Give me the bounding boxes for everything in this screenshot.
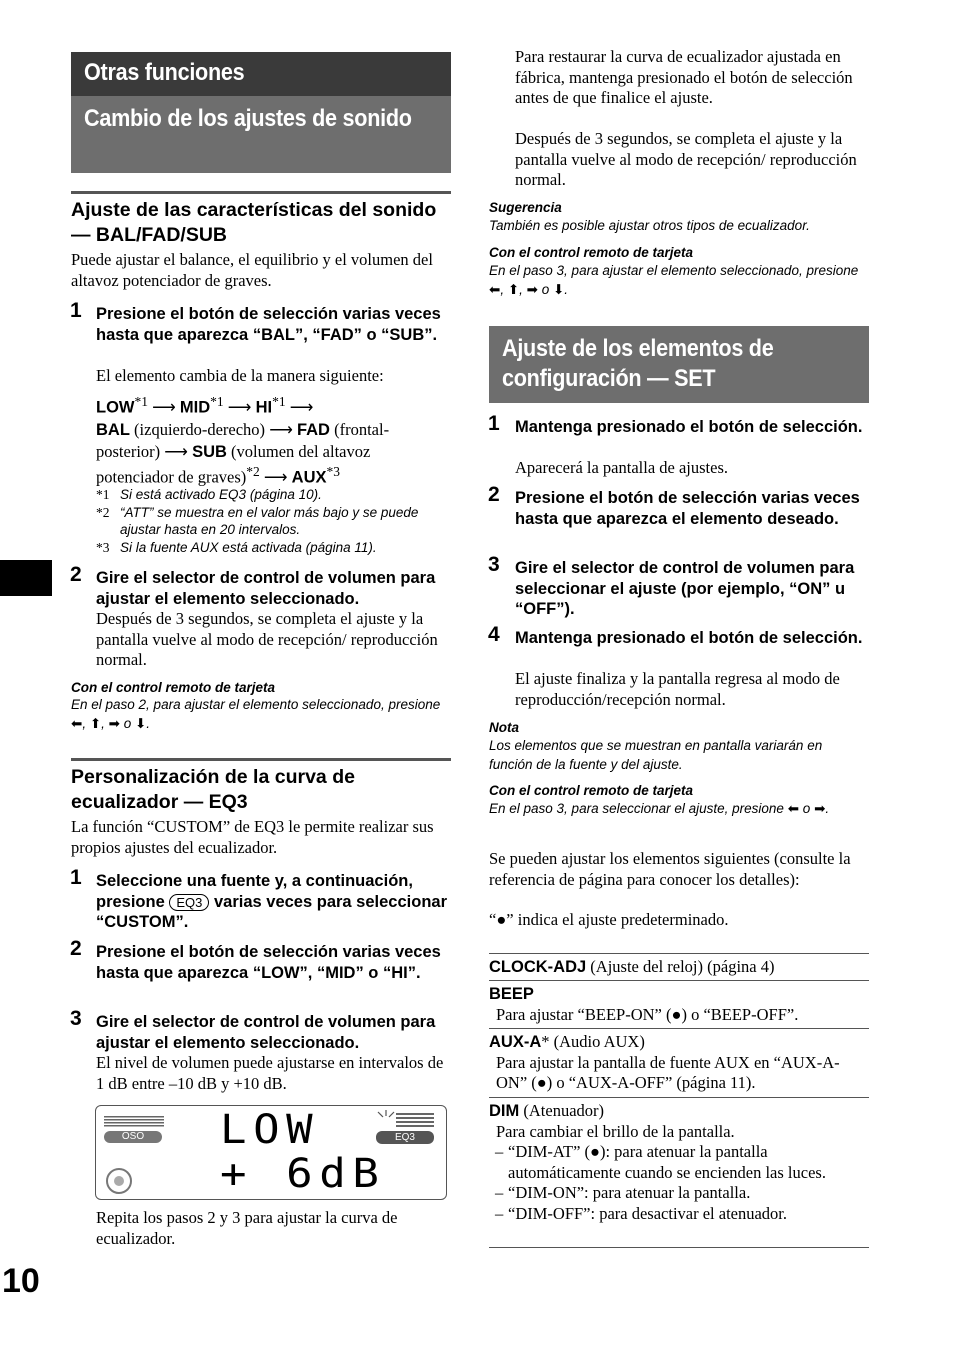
setting-desc: Para ajustar la pantalla de fuente AUX en “AUX-A-ON” (●) o “AUX-A-OFF” (página 11). xyxy=(496,1052,840,1092)
step-desc: El ajuste finaliza y la pantalla regresa al modo de reproducción/recepción normal. xyxy=(515,669,840,709)
setting-row-beep xyxy=(489,980,869,1025)
arrow-icon: ⟶ xyxy=(289,397,314,417)
arrow-icon: ⟶ xyxy=(164,441,188,461)
step-desc: El nivel de volumen puede ajustarse en intervalos de 1 dB entre –10 dB y +10 dB. xyxy=(96,1053,444,1093)
step-text xyxy=(96,871,452,933)
step-desc: El elemento cambia de la manera siguiente: xyxy=(96,366,384,385)
step-text-b: varias veces para seleccionar “CUSTOM”. xyxy=(96,892,447,931)
setting-sub: (Atenuador) xyxy=(523,1101,605,1120)
seq-mid: MID xyxy=(179,398,211,417)
chapter-tab xyxy=(0,560,52,596)
remote2-or: o xyxy=(802,801,811,816)
setting-name: CLOCK-ADJ xyxy=(489,958,587,976)
arrow-right-icon: ➡ xyxy=(526,281,538,297)
restore-text: Para restaurar la curva de ecualizador ajustada en fábrica, mantenga presionado el botón de selección antes de que finalice el ajuste. xyxy=(515,47,853,107)
section-banner-sub xyxy=(71,96,451,173)
remote2-text: En el paso 3, para seleccionar el ajuste, presione ⬅ o ➡. xyxy=(489,801,830,816)
seq-sub-desc: (volumen del altavoz potenciador de graves) xyxy=(96,441,371,486)
step-number: 3 xyxy=(488,553,500,576)
setting-option: “DIM-AT” (●): para atenuar la pantalla automáticamente cuando se encienden las luces. xyxy=(508,1142,826,1182)
arrow-icon: ⟶ xyxy=(269,419,293,439)
setting-row-aux xyxy=(489,1028,869,1094)
arrow-left-icon: ⬅ xyxy=(787,801,800,816)
footnote-text: “ATT” se muestra en el valor más bajo y se puede ajustar hasta en 20 intervalos. xyxy=(120,504,419,537)
seq-hi: HI xyxy=(255,398,273,417)
footnote-text: Si la fuente AUX está activada (página 11). xyxy=(120,539,377,555)
lcd-display-illustration xyxy=(95,1105,447,1200)
note-body: En el paso 2, para ajustar el elemento seleccionado, presione xyxy=(71,697,441,712)
arrow-icon: ⟶ xyxy=(263,467,288,486)
step-desc: Aparecerá la pantalla de ajustes. xyxy=(515,458,729,477)
arrow-up-icon: ⬆ xyxy=(89,715,102,731)
step-number: 1 xyxy=(70,866,82,889)
page-number: 10 xyxy=(2,1262,40,1300)
section-intro-eq3: La función “CUSTOM” de EQ3 le permite realizar sus propios ajustes del ecualizador. xyxy=(71,817,434,857)
tip-title: Sugerencia xyxy=(489,200,562,215)
arrow-icon: ⟶ xyxy=(227,397,252,417)
arrow-up-icon: ⬆ xyxy=(507,281,520,297)
remote2-body: En el paso 3, para seleccionar el ajuste, presione xyxy=(489,801,784,816)
equalizer-bars-icon xyxy=(104,1114,164,1142)
eq3-indicator-icon xyxy=(374,1110,436,1144)
arrow-down-icon: ⬇ xyxy=(552,281,565,297)
footnote-text: Si está activado EQ3 (página 10). xyxy=(120,487,322,502)
step-text: Gire el selector de control de volumen para ajustar el elemento seleccionado. xyxy=(96,1013,436,1052)
tip-text: También es posible ajustar otros tipos de ecualizador. xyxy=(489,218,810,233)
seq-aux: AUX xyxy=(291,468,327,486)
step-desc: Después de 3 segundos, se completa el ajuste y la pantalla vuelve al modo de recepción/ reproducción normal. xyxy=(96,609,438,669)
step-text-a: Seleccione una fuente y, a continuación, presione xyxy=(96,872,413,911)
footnotes xyxy=(96,486,452,556)
lcd-label-right: EQ3 xyxy=(376,1131,434,1144)
arrow-icon: ⟶ xyxy=(152,397,176,417)
step-number: 2 xyxy=(488,483,500,506)
footnote-mark: *1 xyxy=(96,487,110,502)
section-rule xyxy=(71,191,451,194)
step-number: 1 xyxy=(70,299,82,322)
items-intro: Se pueden ajustar los elementos siguientes (consulte la referencia de página para conocer los detalles): xyxy=(489,849,851,889)
note-text: En el paso 2, para ajustar el elemento seleccionado, presione ⬅, ⬆, ➡ o ⬇. xyxy=(71,697,441,731)
nota-title: Nota xyxy=(489,720,519,735)
step-number: 1 xyxy=(488,412,500,435)
lcd-label-left: OSO xyxy=(104,1131,162,1143)
setting-row-dim: DIM (Atenuador) Para cambiar el brillo de la pantalla. – “DIM-AT” (●): para atenuar la pantalla automáticamente cuando se encienden las luces. – “DIM-ON”: para atenuar la pantalla. – “DIM-OFF”: para desactivar el atenuador. xyxy=(489,1097,869,1248)
arrow-left-icon: ⬅ xyxy=(71,715,83,731)
step-text: Mantenga presionado el botón de selección. xyxy=(515,418,863,436)
arrow-right-icon: ➡ xyxy=(108,715,120,731)
setting-name: DIM xyxy=(489,1102,520,1120)
note-title: Con el control remoto de tarjeta xyxy=(71,680,276,695)
seq-fad: FAD xyxy=(296,420,330,439)
seq-bal-desc: (izquierdo-derecho) xyxy=(134,419,266,439)
nota-text: Los elementos que se muestran en pantalla variarán en función de la fuente y del ajuste. xyxy=(489,738,823,772)
banner-set-title: Ajuste de los elementos de configuración — SET xyxy=(502,335,774,392)
section-title-bal: Ajuste de las características del sonido — BAL/FAD/SUB xyxy=(71,199,437,246)
lcd-line-2: + 6dB xyxy=(220,1151,386,1197)
setting-name: AUX-A xyxy=(489,1033,542,1051)
footnote-mark: *3 xyxy=(96,539,110,555)
section-rule xyxy=(71,758,451,761)
section-banner-set xyxy=(489,326,869,403)
step-number: 2 xyxy=(70,563,82,586)
banner-sub-title: Cambio de los ajustes de sonido xyxy=(84,105,412,132)
remote-body: En el paso 3, para ajustar el elemento seleccionado, presione xyxy=(489,263,859,278)
footnote-mark: *2 xyxy=(96,504,110,520)
arrow-down-icon: ⬇ xyxy=(134,715,147,731)
seq-bal: BAL xyxy=(96,420,130,439)
step-text: Presione el botón de selección varias veces hasta que aparezca “LOW”, “MID” o “HI”. xyxy=(96,943,441,982)
section-title-eq3: Personalización de la curva de ecualizador — EQ3 xyxy=(71,766,355,813)
step-text: Presione el botón de selección varias veces hasta que aparezca el elemento deseado. xyxy=(515,489,860,528)
arrow-right-icon: ➡ xyxy=(814,801,826,816)
default-note: “●” indica el ajuste predeterminado. xyxy=(489,910,729,929)
lcd-line-1: LOW xyxy=(220,1107,320,1153)
seq-fad-desc: (frontal-posterior) xyxy=(96,419,390,461)
seq-sub: SUB xyxy=(192,442,227,461)
section-banner-main xyxy=(71,52,451,96)
remote-text: En el paso 3, para ajustar el elemento seleccionado, presione ⬅, ⬆, ➡ o ⬇. xyxy=(489,263,859,297)
banner-main-title: Otras funciones xyxy=(84,59,245,86)
setting-option: “DIM-ON”: para atenuar la pantalla. xyxy=(508,1183,751,1202)
setting-desc: (Ajuste del reloj) (página 4) xyxy=(590,957,775,976)
step-number: 2 xyxy=(70,937,82,960)
setting-desc: Para cambiar el brillo de la pantalla. xyxy=(496,1121,735,1141)
remote-title: Con el control remoto de tarjeta xyxy=(489,245,694,260)
setting-row-clock xyxy=(489,953,869,978)
remote2-title: Con el control remoto de tarjeta xyxy=(489,783,694,798)
step-number: 3 xyxy=(70,1007,82,1030)
repeat-instruction: Repita los pasos 2 y 3 para ajustar la curva de ecualizador. xyxy=(96,1208,398,1248)
step-text: Presione el botón de selección varias veces hasta que aparezca “BAL”, “FAD” o “SUB”. xyxy=(96,305,441,344)
step-text: Gire el selector de control de volumen para ajustar el elemento seleccionado. xyxy=(96,569,436,608)
section-intro-bal: Puede ajustar el balance, el equilibrio y el volumen del altavoz potenciador de graves. xyxy=(71,250,433,290)
eq3-button-icon: EQ3 xyxy=(169,894,209,911)
seq-low: LOW xyxy=(96,398,135,417)
step-text: Gire el selector de control de volumen para seleccionar el ajuste (por ejemplo, “ON” u “OFF”). xyxy=(515,559,855,618)
restore-text-2: Después de 3 segundos, se completa el ajuste y la pantalla vuelve al modo de recepción/ reproducción normal. xyxy=(515,129,857,189)
arrow-left-icon: ⬅ xyxy=(489,281,501,297)
step-text: Mantenga presionado el botón de selección. xyxy=(515,629,863,647)
setting-sub: * (Audio AUX) xyxy=(541,1032,645,1051)
step-number: 4 xyxy=(488,623,500,646)
setting-desc: Para ajustar “BEEP-ON” (●) o “BEEP-OFF”. xyxy=(496,1004,799,1024)
disc-icon xyxy=(106,1168,132,1194)
setting-name: BEEP xyxy=(489,985,534,1003)
sequence: LOW$^{*1}$ ⟶ MID$^{*1}$ ⟶ HI$^{*1}$ ⟶ BAL (izquierdo-derecho) ⟶ FAD (frontal-posterior) ⟶ SUB (volumen del altavoz potenciador de graves)$^{*2}$ ⟶ AUX$^{*3}$ xyxy=(96,394,390,486)
setting-option: “DIM-OFF”: para desactivar el atenuador. xyxy=(508,1203,788,1223)
